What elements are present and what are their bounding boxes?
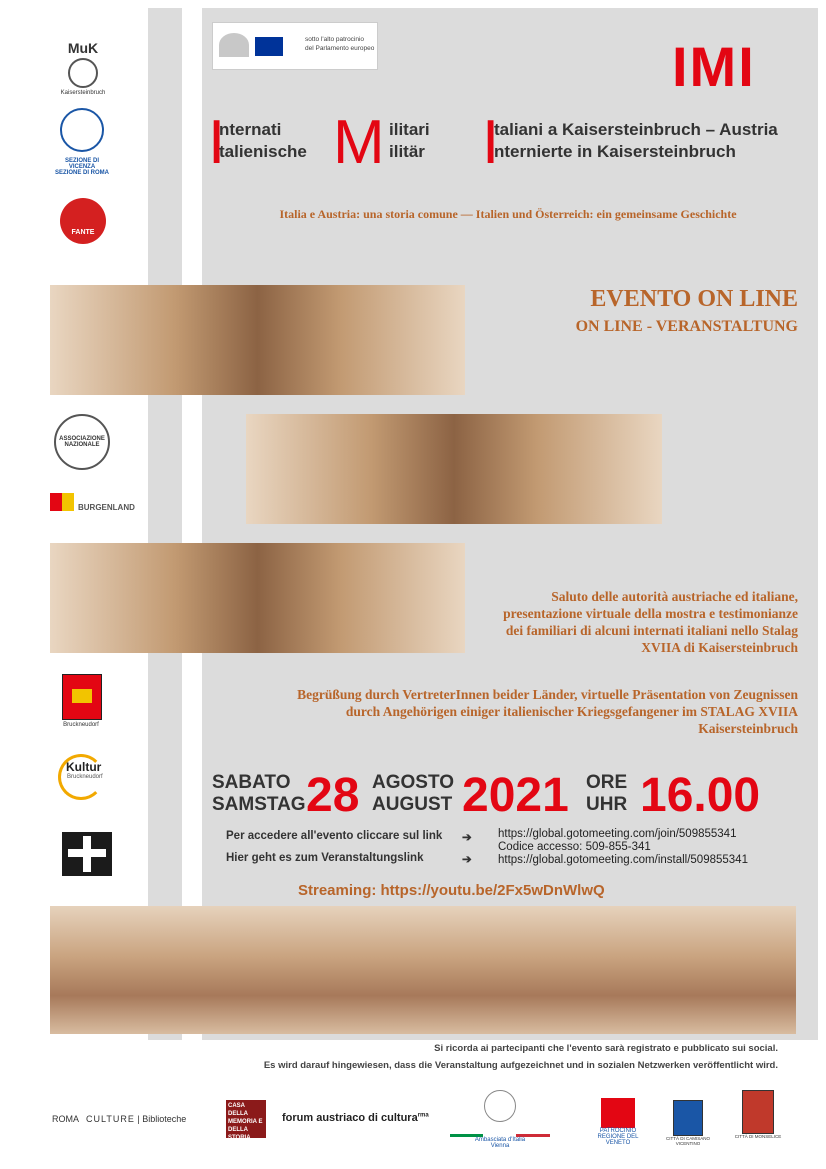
crest-icon xyxy=(742,1090,774,1134)
internati-text: nternati xyxy=(219,120,282,139)
monselice-logo: CITTÀ DI MONSELICE xyxy=(734,1090,782,1139)
camisano-logo: CITTÀ DI CAMISANO VICENTINO xyxy=(664,1100,712,1146)
arrow-icon: ➔ xyxy=(462,854,472,866)
month-italian: AGOSTO xyxy=(372,772,454,793)
fante-logo: FANTE xyxy=(60,198,106,244)
letter-m: M xyxy=(333,108,385,177)
camp-landscape-photo xyxy=(50,906,796,1034)
black-cross-logo xyxy=(62,832,112,876)
cross-icon xyxy=(68,58,98,88)
casa-memoria-logo: CASA DELLA MEMORIA E DELLA STORIA xyxy=(226,1100,266,1138)
emblem-icon xyxy=(484,1090,516,1122)
join-link[interactable]: https://global.gotomeeting.com/join/509855341 xyxy=(498,828,737,840)
crest-icon xyxy=(673,1100,703,1136)
description-italian: Saluto delle autorità austriache ed italiane, presentazione virtuale della mostra e testimonianze dei familiari di alcuni internati italiani nello Stalag XVIIA di Kaisersteinbruch xyxy=(503,589,798,655)
internierte-text: nternierte in Kaisersteinbruch xyxy=(494,142,736,161)
access-label-italian: Per accedere all'evento cliccare sul link xyxy=(226,830,443,842)
year: 2021 xyxy=(462,769,569,822)
subtitle: Italia e Austria: una storia comune — Italien und Österreich: ein gemeinsame Geschichte xyxy=(279,207,737,221)
note-italian: Si ricorda ai partecipanti che l'evento sarà registrato e pubblicato sui social. xyxy=(434,1043,778,1054)
white-strip xyxy=(182,8,202,1040)
arrow-icon: ➔ xyxy=(462,832,472,844)
parliament-icon xyxy=(219,33,249,57)
access-label-german: Hier geht es zum Veranstaltungslink xyxy=(226,852,424,864)
day-italian: SABATO xyxy=(212,772,291,793)
roma-culture-logo: ROMA CULTURE | Biblioteche xyxy=(52,1114,187,1124)
event-subtitle: ON LINE - VERANSTALTUNG xyxy=(575,318,798,335)
access-code: Codice accesso: 509-855-341 xyxy=(498,841,651,853)
militaer-text: ilitär xyxy=(389,142,425,161)
associazione-logo: SEZIONE DI VICENZA SEZIONE DI ROMA xyxy=(54,108,110,176)
forum-austriaco-logo: forum austriaco di cultura$^{rma}$ xyxy=(282,1112,429,1124)
letter-i-1: I xyxy=(208,108,226,177)
regione-veneto-logo: PATROCINIO REGIONE DEL VENETO xyxy=(588,1098,648,1146)
muk-logo: MuK Kaisersteinbruch xyxy=(60,40,106,96)
day-german: SAMSTAG xyxy=(212,794,306,815)
time-label-italian: ORE xyxy=(586,772,628,793)
eu-flag-icon xyxy=(255,37,283,56)
italiani-text: taliani a Kaisersteinbruch – Austria xyxy=(494,120,778,139)
event-title: EVENTO ON LINE xyxy=(590,286,798,312)
ambasciata-logo: Ambasciata d'Italia Vienna xyxy=(450,1090,550,1149)
portrait-photo-2 xyxy=(246,414,662,524)
note-german: Es wird darauf hingewiesen, dass die Veranstaltung aufgezeichnet und in sozialen Netzwerken veröffentlicht wird. xyxy=(263,1060,778,1071)
install-link[interactable]: https://global.gotomeeting.com/install/509855341 xyxy=(498,854,748,866)
italienische-text: talienische xyxy=(219,142,307,161)
description-german: Begrüßung durch VertreterInnen beider Länder, virtuelle Präsentation von Zeugnissen durch Angehörigen einiger italienischer Kriegsgefangener im STALAG XVIIA Kaisersteinbruch xyxy=(297,687,798,736)
portrait-photo-1 xyxy=(50,285,465,395)
militari-text: ilitari xyxy=(389,120,430,139)
lion-icon xyxy=(601,1098,635,1128)
anrp-logo: ASSOCIAZIONE NAZIONALE xyxy=(54,414,110,470)
burgenland-logo: BURGENLAND xyxy=(50,493,140,513)
imi-title: IMI xyxy=(672,35,756,98)
day-number: 28 xyxy=(306,769,360,822)
kultur-logo: Kultur Bruckneudorf xyxy=(58,754,104,794)
portrait-photo-3 xyxy=(50,543,465,653)
letter-i-2: I xyxy=(482,108,500,177)
internati-icon xyxy=(60,108,104,152)
time-label-german: UHR xyxy=(586,794,628,815)
bruckneudorf-crest xyxy=(62,674,102,720)
event-time: 16.00 xyxy=(640,769,761,822)
bruckneudorf-label: Bruckneudorf xyxy=(63,722,99,728)
streaming-link[interactable]: Streaming: https://youtu.be/2Fx5wDnWlwQ xyxy=(298,882,605,899)
eu-patronage-text: sotto l'alto patrocinio del Parlamento europeo xyxy=(305,36,375,52)
eu-parliament-box xyxy=(212,22,378,70)
month-german: AUGUST xyxy=(372,794,453,815)
